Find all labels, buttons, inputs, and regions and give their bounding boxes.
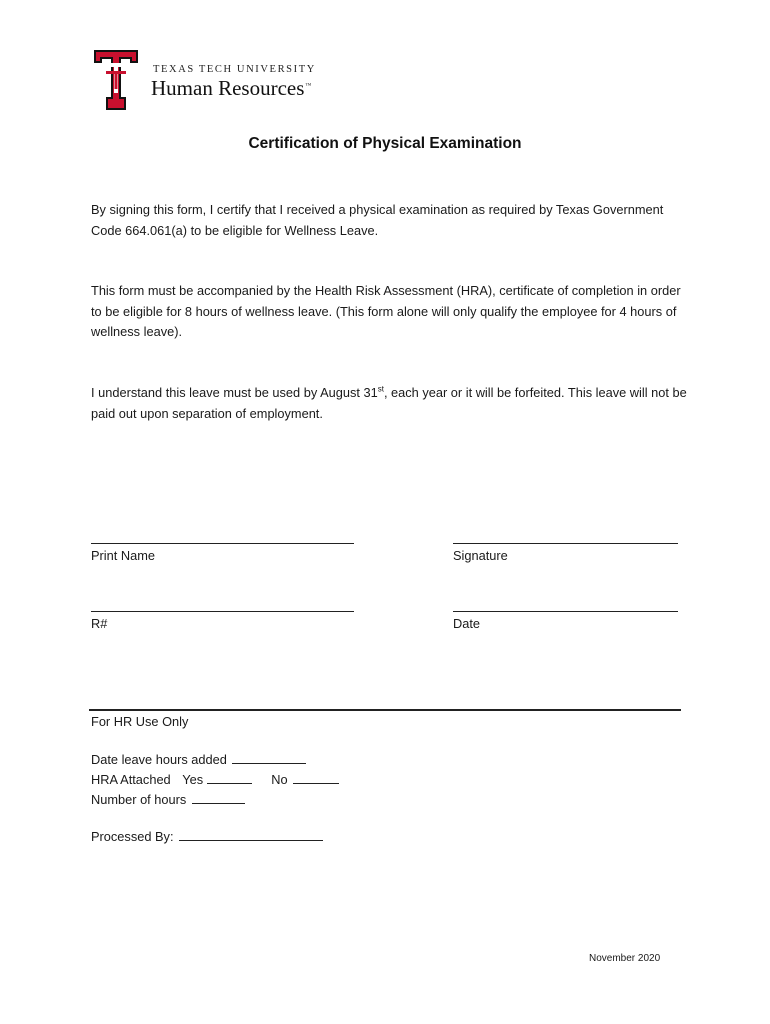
print-name-line[interactable] [91,543,354,544]
form-title: Certification of Physical Examination [248,135,522,152]
r-number-label: R# [91,616,108,631]
processed-by-blank[interactable] [179,828,323,841]
trademark-mark: ™ [305,83,312,89]
hra-no-blank[interactable] [293,771,339,784]
hra-yes-blank[interactable] [207,771,252,784]
hr-section-divider [89,709,681,711]
revision-date: November 2020 [589,953,661,964]
org-name: TEXAS TECH UNIVERSITY [153,64,316,75]
date-leave-added-blank[interactable] [232,751,306,764]
hra-yes-label: Yes [182,772,204,787]
hra-requirement-paragraph: This form must be accompanied by the Health Risk Assessment (HRA), certificate of completion in order to be eligible for 8 hours of wellness leave. (This form alone will only qualify the employee for 4 hours of wellness leave). [91,283,681,339]
hra-attached-label: HRA Attached [91,772,171,787]
double-t-logo-icon [93,49,139,111]
date-leave-added-label: Date leave hours added [91,752,227,767]
number-of-hours-label: Number of hours [91,792,187,807]
date-leave-added-row [91,751,306,767]
print-name-label: Print Name [91,548,156,563]
r-number-line[interactable] [91,611,354,612]
hra-no-label: No [271,772,288,787]
department-name: Human Resources™ [151,76,312,100]
hra-attached-row [91,771,339,787]
signature-label: Signature [453,548,508,563]
processed-by-label: Processed By: [91,829,174,844]
certification-paragraph: By signing this form, I certify that I received a physical examination as required by Texas Government Code 664.061(a) to be eligible for Wellness Leave. [91,202,664,238]
date-line[interactable] [453,611,678,612]
forfeit-notice-paragraph: I understand this leave must be used by August 31st, each year or it will be forfeited. This leave will not be paid out upon separation of employment. [91,384,687,421]
number-of-hours-row [91,791,245,807]
signature-line[interactable] [453,543,678,544]
processed-by-row [91,828,323,844]
date-label: Date [453,616,481,631]
number-of-hours-blank[interactable] [192,791,245,804]
hr-section-heading: For HR Use Only [91,714,189,729]
